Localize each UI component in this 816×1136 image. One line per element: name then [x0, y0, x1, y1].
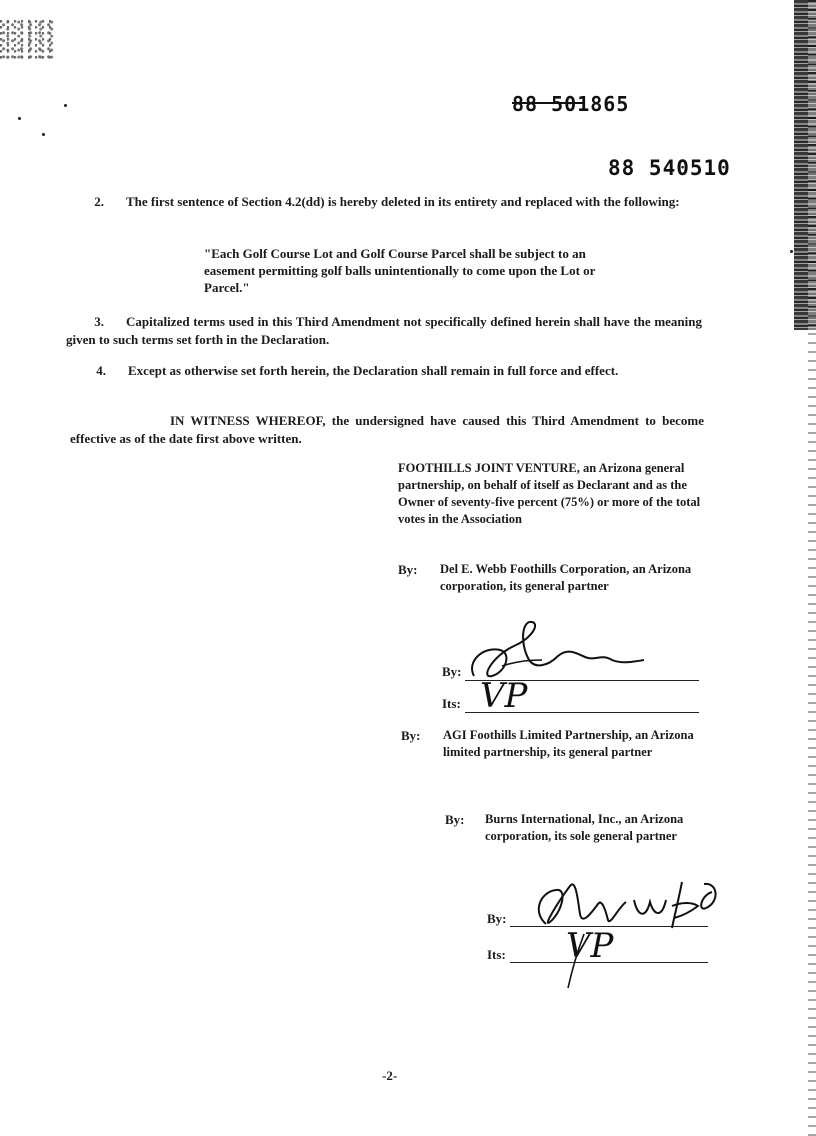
signer-1-by-label: By:	[398, 562, 418, 577]
paragraph-2-number: 2.	[94, 194, 104, 209]
witness-clause: IN WITNESS WHEREOF, the undersigned have caused this Third Amendment to become effective as of the date first above written.	[70, 413, 704, 446]
signature-2-tail	[560, 930, 590, 992]
doc-number-old-text: 88 501865	[512, 92, 630, 116]
page-number: -2-	[382, 1068, 398, 1083]
paragraph-2-text: The first sentence of Section 4.2(dd) is hereby deleted in its entirety and replaced with the following:	[126, 194, 680, 209]
scan-edge-dots	[808, 0, 816, 1136]
signer-3-by-label: By:	[445, 812, 465, 827]
scan-noise	[0, 20, 56, 60]
paragraph-3	[66, 313, 702, 349]
doc-number-new: 88 540510	[608, 156, 731, 180]
paragraph-3-number: 3.	[94, 314, 104, 329]
signer-3-entity: Burns International, Inc., an Arizona corporation, its sole general partner	[485, 812, 684, 843]
doc-number-old	[512, 92, 629, 116]
signer-1-sig-its-label: Its:	[442, 696, 461, 711]
quoted-easement-text: "Each Golf Course Lot and Golf Course Parcel shall be subject to an easement permitting golf balls unintentionally to come upon the Lot or Parcel."	[204, 246, 596, 295]
paragraph-2	[66, 193, 700, 211]
signer-2-entity: AGI Foothills Limited Partnership, an Arizona limited partnership, its general partner	[443, 728, 694, 759]
paragraph-3-text: Capitalized terms used in this Third Amendment not specifically defined herein shall have the meaning given to such terms set forth in the Declaration.	[66, 314, 702, 347]
paragraph-4-text: Except as otherwise set forth herein, the Declaration shall remain in full force and effect.	[128, 363, 619, 378]
signer-1-sig-by-label: By:	[442, 664, 462, 679]
signer-3-title-handwritten: VP	[566, 926, 614, 966]
party-block: FOOTHILLS JOINT VENTURE, an Arizona general partnership, on behalf of itself as Declarant and as the Owner of seventy-five percent (75%) or more of the total votes in the Association	[398, 461, 701, 526]
signer-2-by-label: By:	[401, 728, 421, 743]
doc-number-old-strike	[512, 102, 584, 104]
signer-3-sig-by-label: By:	[487, 911, 507, 926]
scan-speck	[18, 117, 21, 120]
scan-speck	[42, 133, 45, 136]
signer-1-title-handwritten: VP	[480, 676, 528, 716]
paragraph-4	[68, 362, 702, 380]
scan-speck	[64, 104, 67, 107]
signature-2	[522, 872, 732, 942]
paragraph-4-number: 4.	[96, 363, 106, 378]
scan-speck	[790, 250, 793, 253]
signer-1-entity: Del E. Webb Foothills Corporation, an Arizona corporation, its general partner	[440, 562, 692, 593]
signer-3-sig-its-label: Its:	[487, 947, 506, 962]
